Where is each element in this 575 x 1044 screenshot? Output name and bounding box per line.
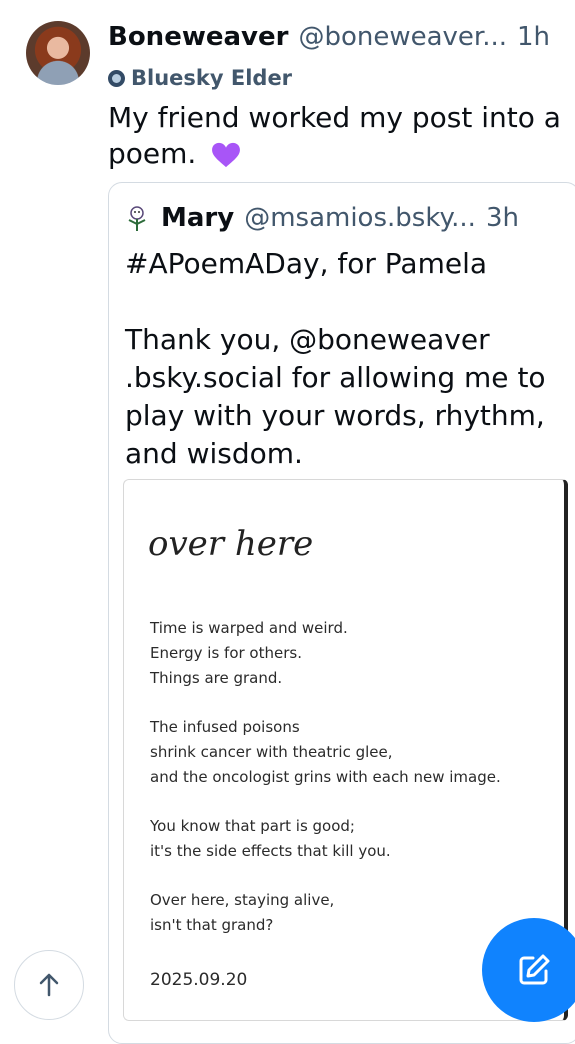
quoted-post-time[interactable]: 3h	[485, 203, 519, 233]
poem-body	[150, 616, 555, 962]
poem-line: Things are grand.	[150, 669, 283, 687]
quoted-post-text	[125, 245, 565, 473]
post-time[interactable]: 1h	[517, 22, 551, 52]
scroll-to-top-button[interactable]	[14, 950, 84, 1020]
poem-line: isn't that grand?	[150, 916, 274, 934]
poem-line: Over here, staying alive,	[150, 891, 335, 909]
compose-button[interactable]	[482, 918, 575, 1022]
quoted-author-avatar[interactable]	[123, 204, 151, 232]
poem-line: and the oncologist grins with each new image.	[150, 768, 501, 786]
poem-stanza	[150, 888, 555, 938]
poem-stanza	[150, 616, 555, 691]
poem-line: Energy is for others.	[150, 644, 302, 662]
quoted-post-line2: Thank you, @boneweaver .bsky.social for allowing me to play with your words, rhythm, and wisdom.	[125, 323, 546, 470]
poem-line: You know that part is good;	[150, 817, 355, 835]
badge-icon	[108, 70, 125, 87]
quoted-post-line1: #APoemADay, for Pamela	[125, 247, 488, 280]
quoted-post[interactable]	[108, 182, 575, 1044]
poem-line: shrink cancer with theatric glee,	[150, 743, 393, 761]
post-header	[108, 20, 569, 54]
poem-line: Time is warped and weird.	[150, 619, 348, 637]
quoted-author-name[interactable]: Mary	[161, 203, 235, 233]
post-body: My friend worked my post into a poem.	[108, 101, 561, 170]
poem-line: it's the side effects that kill you.	[150, 842, 391, 860]
badge-label: Bluesky Elder	[131, 66, 293, 90]
poem-date: 2025.09.20	[150, 970, 248, 990]
post-text	[108, 100, 568, 172]
poem-stanza	[150, 814, 555, 864]
poem-line: The infused poisons	[150, 718, 300, 736]
arrow-up-icon	[36, 972, 62, 998]
author-name[interactable]: Boneweaver	[108, 22, 289, 52]
author-badge[interactable]	[108, 63, 292, 93]
compose-icon	[514, 950, 554, 990]
poem-stanza	[150, 715, 555, 790]
quoted-author-handle[interactable]: @msamios.bsky...	[244, 203, 476, 233]
author-avatar[interactable]	[26, 21, 90, 85]
author-handle[interactable]: @boneweaver...	[298, 22, 507, 52]
purple-heart-icon	[211, 142, 241, 168]
quoted-post-header	[123, 201, 519, 235]
poem-title: over here	[148, 524, 314, 564]
